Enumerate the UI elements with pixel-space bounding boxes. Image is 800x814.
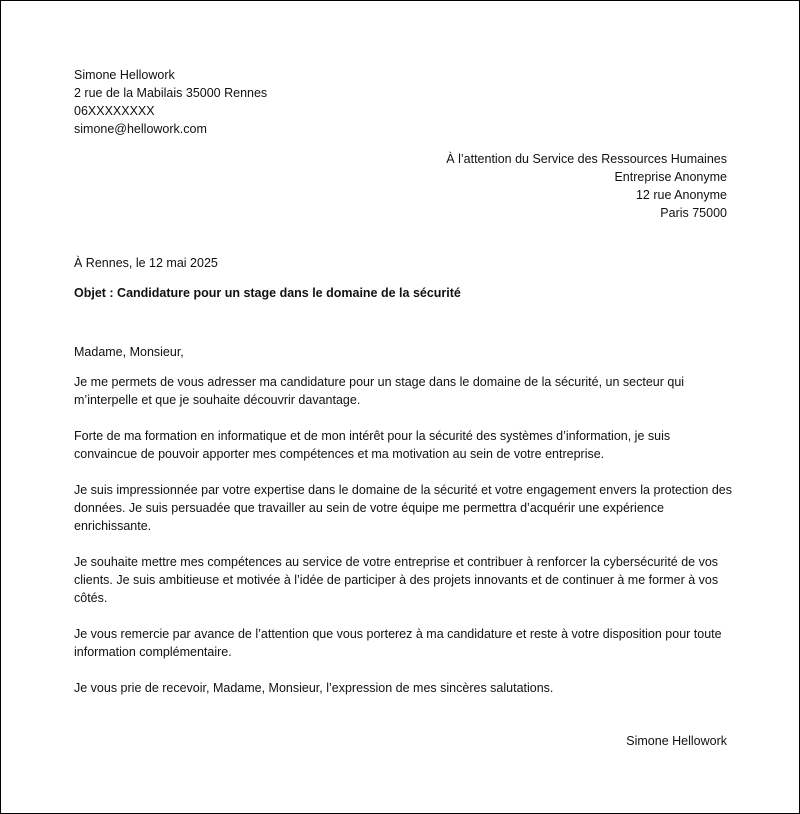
sender-block [74, 66, 267, 138]
body-paragraph: Forte de ma formation en informatique et de mon intérêt pour la sécurité des systèmes d’information, je suis convaincue de pouvoir apporter mes compétences et ma motivation au sein de votre entreprise. [74, 429, 671, 461]
recipient-block [446, 150, 727, 222]
body-paragraph: Je souhaite mettre mes compétences au service de votre entreprise et contribuer à renforcer la cybersécurité de vos clients. Je suis ambitieuse et motivée à l’idée de participer à des projets innovants et de continuer à me former à vos côtés. [74, 555, 719, 605]
recipient-attention: À l’attention du Service des Ressources Humaines [446, 152, 727, 166]
sender-email: simone@hellowork.com [74, 122, 207, 136]
sender-address: 2 rue de la Mabilais 35000 Rennes [74, 86, 268, 100]
body-paragraph: Je me permets de vous adresser ma candidature pour un stage dans le domaine de la sécurité, un secteur qui m’interpelle et que je souhaite découvrir davantage. [74, 375, 685, 407]
signature: Simone Hellowork [626, 734, 727, 748]
recipient-street: 12 rue Anonyme [635, 188, 727, 202]
subject-line: Objet : Candidature pour un stage dans le domaine de la sécurité [74, 286, 461, 300]
body-paragraph: Je suis impressionnée par votre expertise dans le domaine de la sécurité et votre engagement envers la protection des données. Je suis persuadée que travailler au sein de votre équipe me permettra d’acquérir une expérience enrichissante. [74, 483, 733, 533]
salutation: Madame, Monsieur, [74, 345, 184, 359]
sender-phone: 06XXXXXXXX [74, 104, 155, 118]
recipient-city: Paris 75000 [660, 206, 727, 220]
letter-body [74, 343, 734, 715]
sender-name: Simone Hellowork [74, 68, 175, 82]
date-line: À Rennes, le 12 mai 2025 [74, 256, 218, 270]
recipient-company: Entreprise Anonyme [614, 170, 727, 184]
closing-paragraph: Je vous prie de recevoir, Madame, Monsieur, l’expression de mes sincères salutations. [74, 681, 554, 695]
body-paragraph: Je vous remercie par avance de l’attention que vous porterez à ma candidature et reste à votre disposition pour toute information complémentaire. [74, 627, 722, 659]
